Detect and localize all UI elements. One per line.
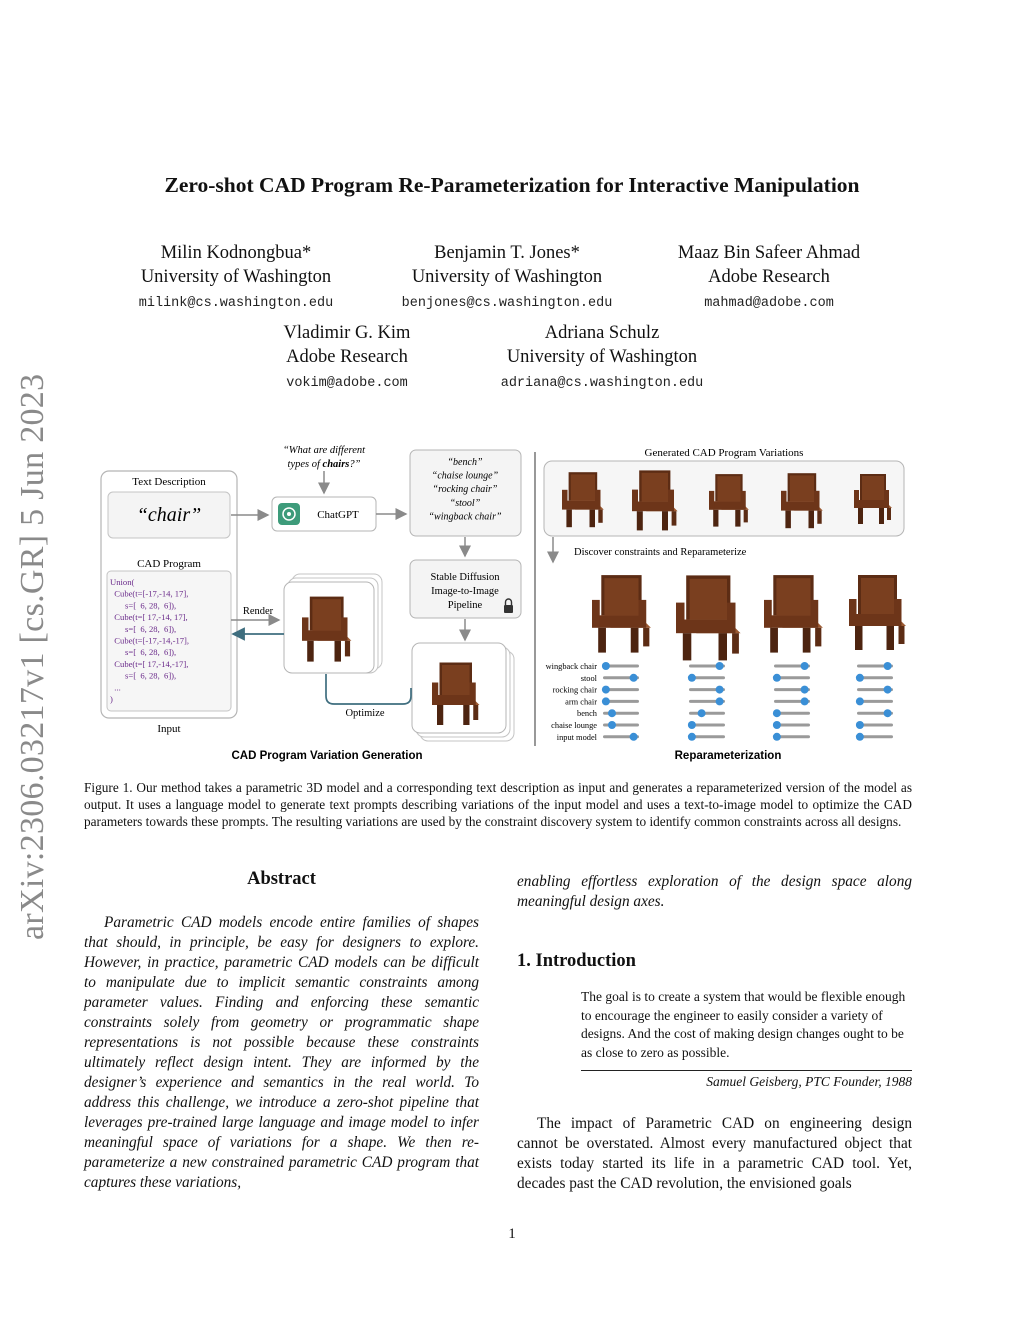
author-2 bbox=[377, 241, 637, 316]
reparameterized-chair-row bbox=[592, 575, 906, 660]
slider-handle[interactable] bbox=[801, 662, 809, 670]
slider-handle[interactable] bbox=[884, 709, 892, 717]
abstract-text: Parametric CAD models encode entire families of shapes that should, in principle, be easy for designers to explore. However, in practice, parametric CAD models can be difficult to manipulate due to implicit semantic constraints among parameter values. Finding and enforcing these semantic constraints solely from geometry or programmatic shape representations is not possible because these constraints ultimately reflect design intent. They are informed by the designer’s experience and semantics in the real world. To address this challenge, we introduce a zero-shot pipeline that leverages pre-trained large language and image model to infer meaningful space of variations for a shape. We then re-parameterize a new constrained parametric CAD program that captures these variations, bbox=[84, 914, 479, 1191]
author-email[interactable]: benjones@cs.washington.edu bbox=[401, 296, 613, 311]
author-email[interactable]: mahmad@adobe.com bbox=[704, 296, 834, 311]
text-description-value: “chair” bbox=[136, 504, 202, 526]
slider-label: rocking chair bbox=[552, 685, 597, 695]
reparameterized-chair bbox=[676, 575, 741, 660]
slider-handle[interactable] bbox=[884, 686, 892, 694]
slider-handle[interactable] bbox=[688, 674, 696, 682]
slider-track[interactable] bbox=[689, 712, 725, 715]
prompt-item: “bench” bbox=[447, 457, 483, 468]
abstract-heading: Abstract bbox=[247, 869, 316, 889]
chatgpt-label: ChatGPT bbox=[317, 509, 359, 521]
author-affiliation: University of Washington bbox=[140, 267, 332, 287]
reparameterized-chair bbox=[764, 575, 823, 653]
slider-handle[interactable] bbox=[773, 733, 781, 741]
author-4 bbox=[247, 321, 447, 396]
code-line: s=[ 6, 28, 6]), bbox=[110, 647, 177, 658]
discover-label: Discover constraints and Reparameterize bbox=[574, 547, 747, 558]
code-line: Union( bbox=[110, 577, 135, 587]
slider-label: stool bbox=[580, 673, 597, 683]
slider-handle[interactable] bbox=[688, 733, 696, 741]
code-line: ) bbox=[110, 694, 113, 704]
optimize-loop bbox=[326, 674, 411, 704]
slider-group bbox=[773, 662, 810, 741]
slider-handle[interactable] bbox=[773, 709, 781, 717]
question-line-2: types of chairs?” bbox=[287, 459, 361, 470]
slider-handle[interactable] bbox=[884, 662, 892, 670]
author-email[interactable]: milink@cs.washington.edu bbox=[138, 296, 334, 311]
author-affiliation: Adobe Research bbox=[708, 267, 830, 287]
slider-handle[interactable] bbox=[608, 721, 616, 729]
text-description-label: Text Description bbox=[132, 476, 206, 488]
slider-handle[interactable] bbox=[716, 697, 724, 705]
author-1 bbox=[116, 241, 356, 316]
author-affiliation: University of Washington bbox=[411, 267, 603, 287]
page-number: 1 bbox=[508, 1226, 516, 1242]
slider-label: arm chair bbox=[565, 697, 597, 707]
code-line: Cube(t=[ 17,-14,-17], bbox=[110, 658, 189, 669]
slider-handle[interactable] bbox=[630, 733, 638, 741]
code-line: Cube(t=[-17,-14, 17], bbox=[110, 588, 189, 599]
slider-label: wingback chair bbox=[545, 662, 597, 671]
paper-title: Zero-shot CAD Program Re-Parameterization for Interactive Manipulation bbox=[164, 173, 860, 197]
sd-label-2: Image-to-Image bbox=[431, 586, 499, 597]
code-line: s=[ 6, 28, 6]), bbox=[110, 670, 177, 681]
slider-handle[interactable] bbox=[698, 709, 706, 717]
author-name: Benjamin T. Jones* bbox=[434, 243, 580, 263]
arxiv-identifier: arXiv:2306.03217v1 [cs.GR] 5 Jun 2023 bbox=[14, 373, 51, 940]
intro-paragraph: The impact of Parametric CAD on engineering design cannot be overstated. Almost every manufactured object that exists today started its life in a parametric CAD tool. Yet, decades past the CAD revolution, the envisioned goals bbox=[517, 1115, 912, 1192]
slider-group bbox=[688, 662, 725, 741]
cad-program-label: CAD Program bbox=[137, 558, 201, 570]
slider-handle[interactable] bbox=[630, 674, 638, 682]
author-name: Adriana Schulz bbox=[544, 323, 660, 343]
slider-handle[interactable] bbox=[856, 733, 864, 741]
optimize-label: Optimize bbox=[345, 708, 385, 719]
slider-handle[interactable] bbox=[856, 697, 864, 705]
prompt-item: “rocking chair” bbox=[432, 484, 498, 496]
code-line: ... bbox=[110, 682, 121, 693]
intro-heading: 1. Introduction bbox=[517, 951, 636, 971]
left-section-title: CAD Program Variation Generation bbox=[231, 750, 423, 762]
slider-label: chaise lounge bbox=[551, 721, 597, 730]
right-section-title: Reparameterization bbox=[674, 750, 782, 762]
slider-handle[interactable] bbox=[773, 674, 781, 682]
prompt-item: “wingback chair” bbox=[428, 511, 502, 523]
epigraph-quote: The goal is to create a system that would be flexible enough to encourage the engineer to easily consider a variety of designs. And the cost of making design changes ought to be as close to zero as possible. bbox=[581, 989, 906, 1060]
slider-label: input model bbox=[556, 732, 597, 742]
slider-handle[interactable] bbox=[856, 721, 864, 729]
slider-handle[interactable] bbox=[773, 721, 781, 729]
code-line: s=[ 6, 28, 6]), bbox=[110, 600, 177, 611]
slider-handle[interactable] bbox=[602, 662, 610, 670]
author-name: Vladimir G. Kim bbox=[283, 323, 411, 343]
sd-label-3: Pipeline bbox=[447, 600, 483, 611]
slider-handle[interactable] bbox=[602, 686, 610, 694]
code-line: Cube(t=[-17,-14,-17], bbox=[110, 635, 190, 646]
reparameterized-chair bbox=[849, 575, 906, 650]
slider-handle[interactable] bbox=[801, 697, 809, 705]
slider-handle[interactable] bbox=[608, 709, 616, 717]
author-affiliation: University of Washington bbox=[506, 347, 698, 367]
generated-title: Generated CAD Program Variations bbox=[644, 447, 804, 459]
author-3 bbox=[659, 241, 879, 316]
render-label: Render bbox=[242, 606, 274, 617]
figure-caption: Figure 1. Our method takes a parametric 3D model and a corresponding text description as input and generates a reparameterized version of the model as output. It uses a language model to generate text prompts describing variations of the input model and uses a text-to-image model to optimize the CAD parameters towards these prompts. The resulting variations are used by the constraint discovery system to identify common constraints across all designs. bbox=[84, 780, 912, 829]
slider-handle[interactable] bbox=[716, 662, 724, 670]
slider-groups bbox=[602, 662, 893, 741]
figure-1 bbox=[95, 438, 925, 768]
author-name: Milin Kodnongbua* bbox=[160, 243, 312, 263]
author-name: Maaz Bin Safeer Ahmad bbox=[677, 243, 861, 263]
author-email[interactable]: vokim@adobe.com bbox=[286, 376, 408, 391]
author-affiliation: Adobe Research bbox=[286, 347, 408, 367]
slider-handle[interactable] bbox=[801, 686, 809, 694]
slider-labels bbox=[546, 662, 598, 742]
slider-group bbox=[856, 662, 893, 741]
reparameterized-chair bbox=[592, 575, 651, 653]
slider-handle[interactable] bbox=[602, 697, 610, 705]
slider-handle[interactable] bbox=[688, 721, 696, 729]
author-email[interactable]: adriana@cs.washington.edu bbox=[500, 376, 704, 391]
slider-handle[interactable] bbox=[856, 674, 864, 682]
prompt-item: “stool” bbox=[449, 497, 481, 509]
code-line: s=[ 6, 28, 6]), bbox=[110, 623, 177, 634]
input-label: Input bbox=[157, 723, 181, 735]
author-5 bbox=[477, 321, 727, 396]
sd-label-1: Stable Diffusion bbox=[430, 572, 500, 583]
slider-handle[interactable] bbox=[716, 686, 724, 694]
code-line: Cube(t=[ 17,-14, 17], bbox=[110, 612, 188, 623]
prompt-item: “chaise lounge” bbox=[431, 470, 499, 482]
epigraph-attribution: Samuel Geisberg, PTC Founder, 1988 bbox=[706, 1074, 912, 1089]
question-line-1: “What are different bbox=[282, 445, 366, 456]
slider-group bbox=[602, 662, 639, 741]
epigraph-rule bbox=[581, 1070, 912, 1071]
abstract-continued: enabling effortless exploration of the design space along meaningful design axes. bbox=[517, 873, 912, 910]
slider-label: bench bbox=[577, 709, 597, 719]
